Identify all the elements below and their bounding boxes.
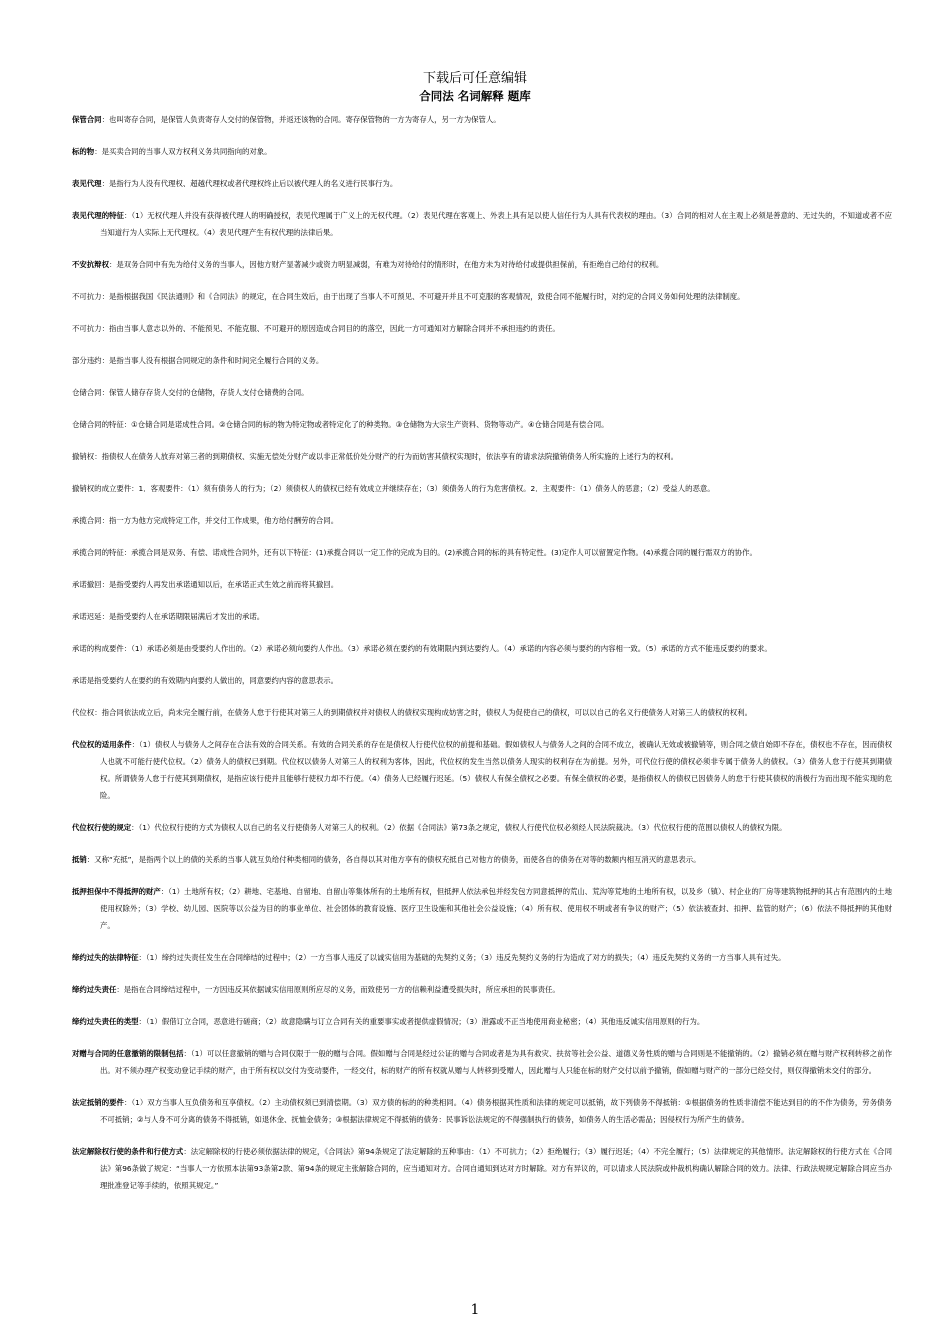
entry-definition: ：（1）可以任意撤销的赠与合同仅限于一般的赠与合同。假如赠与合同是经过公证的赠与合同或者是为具有救灾、扶贫等社会公益、道德义务性质的赠与合同则是不能撤销的。（2）撤销必须在赠与财产权利转移之前作出。对不须办理产权变动登记手续的财产，由于所有权以交付为变动要件，一经交付，标的财产的所有权就从赠与人转移到受赠人，因此赠与人只能在标的财产交付以前予撤销，假如赠与财产的一部分已经交付，则仅得撤销未交付的部分。 <box>100 1049 892 1075</box>
entry-term: 承诺是指受要约人在要约的有效期内向要约人做出的，同意要约内容的意思表示。 <box>72 676 339 685</box>
entry-definition: ：是指在合同缔结过程中，一方因违反其依据诚实信用原则所应尽的义务，而致使另一方的信赖利益遭受损失时，所应承担的民事责任。 <box>116 985 560 994</box>
entry-term: 撤销权 <box>72 452 95 461</box>
glossary-entry <box>72 819 892 836</box>
glossary-entry <box>72 288 892 305</box>
entry-term: 不可抗力 <box>72 292 102 301</box>
entry-term: 不安抗辩权 <box>72 260 109 269</box>
entry-term: 法定抵销的要件 <box>72 1098 124 1107</box>
glossary-entry <box>72 640 892 657</box>
entry-definition: ：指债权人在债务人放弃对第三者的到期债权、实施无偿处分财产或以非正常低价处分财产的行为而妨害其债权实现时，依法享有的请求法院撤销债务人所实施的上述行为的权利。 <box>94 452 679 461</box>
glossary-entry <box>72 1045 892 1079</box>
entry-term: 不可抗力 <box>72 324 102 333</box>
entry-term: 抵销 <box>72 855 87 864</box>
entry-term: 承诺迟延 <box>72 612 102 621</box>
glossary-entry <box>72 1013 892 1030</box>
entry-definition: ：是买卖合同的当事人双方权利义务共同指向的对象。 <box>94 147 272 156</box>
glossary-entry <box>72 480 892 497</box>
glossary-entry <box>72 256 892 273</box>
entry-definition: ：保管人储存存货人交付的仓储物，存货人支付仓储费的合同。 <box>101 388 309 397</box>
glossary-entry <box>72 320 892 337</box>
entry-definition: ：1．客观要件：（1）须有债务人的行为；（2）须债权人的债权已经有效成立并继续存在；（3）须债务人的行为危害债权。2．主观要件：（1）债务人的恶意；（2）受益人的恶意。 <box>131 484 715 493</box>
entry-definition: ：①仓储合同是诺成性合同。②仓储合同的标的物为特定物或者特定化了的种类物。③仓储物为大宗生产资料、货物等动产。④仓储合同是有偿合同。 <box>123 420 609 429</box>
glossary-entry <box>72 981 892 998</box>
glossary-entry <box>72 544 892 561</box>
entry-term: 缔约过失责任 <box>72 985 117 994</box>
entry-definition: ：（1）缔约过失责任发生在合同缔结的过程中；（2）一方当事人违反了以诚实信用为基础的先契约义务；（3）违反先契约义务的行为造成了对方的损失；（4）违反先契约义务的一方当事人具有过失。 <box>138 953 786 962</box>
entry-term: 代位权 <box>72 708 95 717</box>
entry-term: 对赠与合同的任意撤销的限制包括 <box>72 1049 184 1058</box>
page-header: 下载后可任意编辑 <box>422 71 527 86</box>
entry-term: 标的物 <box>72 147 95 156</box>
glossary-entry <box>72 207 892 241</box>
entry-term: 部分违约 <box>72 356 102 365</box>
glossary-content <box>72 111 892 1209</box>
entry-term: 缔约过失责任的类型 <box>72 1017 139 1026</box>
entry-term: 抵押担保中不得抵押的财产 <box>72 887 161 896</box>
entry-term: 仓储合同的特征 <box>72 420 124 429</box>
entry-term: 表见代理的特征 <box>72 211 124 220</box>
entry-definition: ：是指行为人没有代理权、超越代理权或者代理权终止后以被代理人的名义进行民事行为。 <box>101 179 398 188</box>
entry-definition: ：法定解除权的行使必须依据法律的规定，《合同法》第94条规定了法定解除的五种事由：（1）不可抗力；（2）拒绝履行；（3）履行迟延；（4）不完全履行；（5）法律规定的其他情形。法定解除权的行使方式在《合同法》第96条做了规定：“当事人一方依照本法第93条第2款、第94条的规定主张解除合同的，应当通知对方。合同自通知到达对方时解除。对方有异议的，可以请求人民法院或仲裁机构确认解除合同的效力。法律、行政法规规定解除合同应当办理批准登记等手续的，依照其规定。” <box>100 1147 892 1190</box>
glossary-entry <box>72 704 892 721</box>
glossary-entry <box>72 883 892 934</box>
entry-term: 表见代理 <box>72 179 102 188</box>
entry-definition: ：是指根据我国《民法通则》和《合同法》的规定，在合同生效后，由于出现了当事人不可预见、不可避开并且不可克服的客观情况，致使合同不能履行时，对约定的合同义务如何处理的法律制度。 <box>101 292 745 301</box>
entry-term: 承诺撤回 <box>72 580 102 589</box>
entry-definition: ：又称“充抵”，是指两个以上的债的关系的当事人就互负给付种类相同的债务，各自得以其对他方享有的债权充抵自己对他方的债务，而使各自的债务在对等的数额内相互消灭的意思表示。 <box>86 855 701 864</box>
entry-definition: ：指合同依法成立后，尚未完全履行前，在债务人怠于行使其对第三人的到期债权并对债权人的债权实现构成妨害之时，债权人为促使自己的债权，可以以自己的名义行使债务人对第三人的债权的权利。 <box>94 708 752 717</box>
document-title: 合同法 名词解释 题库 <box>419 89 531 103</box>
entry-term: 代位权的适用条件 <box>72 740 132 749</box>
glossary-entry <box>72 851 892 868</box>
entry-definition: ：是指当事人没有根据合同规定的条件和时间完全履行合同的义务。 <box>101 356 324 365</box>
entry-definition: ：（1）承诺必须是由受要约人作出的。（2）承诺必须向要约人作出。（3）承诺必须在要约的有效期限内到达要约人。（4）承诺的内容必须与要约的内容相一致。（5）承诺的方式不能违反要约的要求。 <box>123 644 772 653</box>
glossary-entry <box>72 448 892 465</box>
entry-definition: ：是指受要约人在承诺期限届满后才发出的承诺。 <box>101 612 265 621</box>
entry-definition: ：（1）债权人与债务人之间存在合法有效的合同关系。有效的合同关系的存在是债权人行使代位权的前提和基础。假如债权人与债务人之间的合同不成立，被确认无效或被撤销等，则合同之债自始即不存在，债权也不存在，因而债权人也就不可能行使代位权。（2）债务人的债权已到期。代位权以债务人对第三人的权利为客体，因此，代位权的发生当然以债务人现实的权利存在为前提。另外，可代位行使的债权必须非专属于债务人的债权。（3）债务人怠于行使其到期债权。所谓债务人怠于行使其到期债权，是指应该行使并且能够行使权力却不行使。（4）债务人已经履行迟延。（5）债权人有保全债权之必要。有保全债权的必要，是指债权人的债权已因债务人的怠于行使其债权的消极行为而出现不能实现的危险。 <box>100 740 892 800</box>
entry-definition: ：承揽合同是双务、有偿、诺成性合同外，还有以下特征：(1)承揽合同以一定工作的完成为目的。(2)承揽合同的标的具有特定性。(3)定作人可以留置定作物。(4)承揽合同的履行需双方的协作。 <box>123 548 757 557</box>
glossary-entry <box>72 608 892 625</box>
entry-term: 仓储合同 <box>72 388 102 397</box>
glossary-entry <box>72 416 892 433</box>
entry-term: 法定解除权行使的条件和行使方式 <box>72 1147 184 1156</box>
entry-term: 代位权行使的规定 <box>72 823 132 832</box>
entry-term: 承揽合同的特征 <box>72 548 124 557</box>
entry-definition: ：（1）土地所有权；（2）耕地、宅基地、自留地、自留山等集体所有的土地所有权，但抵押人依法承包并经发包方同意抵押的荒山、荒沟等荒地的土地所有权，以及乡（镇）、村企业的厂房等建筑物抵押的其占有范围内的土地使用权除外；（3）学校、幼儿园、医院等以公益为目的的事业单位、社会团体的教育设施、医疗卫生设施和其他社会公益设施；（4）所有权、使用权不明或者有争议的财产；（5）依法被查封、扣押、监管的财产；（6）依法不得抵押的其他财产。 <box>100 887 892 930</box>
glossary-entry <box>72 384 892 401</box>
entry-definition: ：（1）无权代理人并没有获得被代理人的明确授权，表见代理属于广义上的无权代理。（2）表见代理在客观上、外表上具有足以使人信任行为人具有代表权的理由。（3）合同的相对人在主观上必须是善意的、无过失的，不知道或者不应当知道行为人实际上无代理权。（4）表见代理产生有权代理的法律后果。 <box>100 211 892 237</box>
entry-definition: ：指由当事人意志以外的、不能预见、不能克服、不可避开的原因造成合同目的的落空，因此一方可通知对方解除合同并不承担违约的责任。 <box>101 324 560 333</box>
glossary-entry <box>72 352 892 369</box>
glossary-entry <box>72 736 892 804</box>
entry-definition: ：（1）双方当事人互负债务和互享债权。（2）主动债权须已到清偿期。（3）双方债的标的的种类相同。（4）债务根据其性质和法律的规定可以抵销，故下列债务不得抵销：①根据债务的性质非清偿不能达到目的的不作为债务，劳务债务不可抵销；②与人身不可分离的债务不得抵销，如退休金、抚恤金债务；③根据法律规定不得抵销的债务：民事诉讼法规定的不得强制执行的债务，如债务人的生活必需品；因侵权行为所产生的债务。 <box>100 1098 892 1124</box>
entry-term: 保管合同 <box>72 115 102 124</box>
glossary-entry <box>72 1143 892 1194</box>
entry-definition: ：也叫寄存合同，是保管人负责寄存人交付的保管物，并返还该物的合同。寄存保管物的一方为寄存人，另一方为保管人。 <box>101 115 501 124</box>
glossary-entry <box>72 111 892 128</box>
glossary-entry <box>72 576 892 593</box>
glossary-entry <box>72 143 892 160</box>
glossary-entry <box>72 1094 892 1128</box>
entry-definition: ：（1）代位权行使的方式为债权人以自己的名义行使债务人对第三人的权利。（2）依据《合同法》第73条之规定，债权人行使代位权必须经人民法院裁决。（3）代位权行使的范围以债权人的债权为限。 <box>131 823 787 832</box>
entry-term: 承诺的构成要件 <box>72 644 124 653</box>
page-number: 1 <box>470 1302 480 1318</box>
glossary-entry <box>72 949 892 966</box>
entry-term: 承揽合同 <box>72 516 102 525</box>
entry-definition: ：是双务合同中有先为给付义务的当事人，因他方财产显著减少或资力明显减弱，有难为对待给付的情形时，在他方未为对待给付或提供担保前，有拒绝自己给付的权利。 <box>108 260 664 269</box>
entry-definition: ：是指受要约人再发出承诺通知以后，在承诺正式生效之前而将其撤回。 <box>101 580 339 589</box>
glossary-entry <box>72 175 892 192</box>
entry-term: 缔约过失的法律特征 <box>72 953 139 962</box>
entry-definition: ：（1）假借订立合同，恶意进行磋商；（2）故意隐瞒与订立合同有关的重要事实或者提供虚假情况；（3）泄露或不正当地使用商业秘密；（4）其他违反诚实信用原则的行为。 <box>138 1017 705 1026</box>
entry-term: 撤销权的成立要件 <box>72 484 132 493</box>
glossary-entry <box>72 672 892 689</box>
glossary-entry <box>72 512 892 529</box>
entry-definition: ：指一方为他方完成特定工作，并交付工作成果，他方给付酬劳的合同。 <box>101 516 339 525</box>
